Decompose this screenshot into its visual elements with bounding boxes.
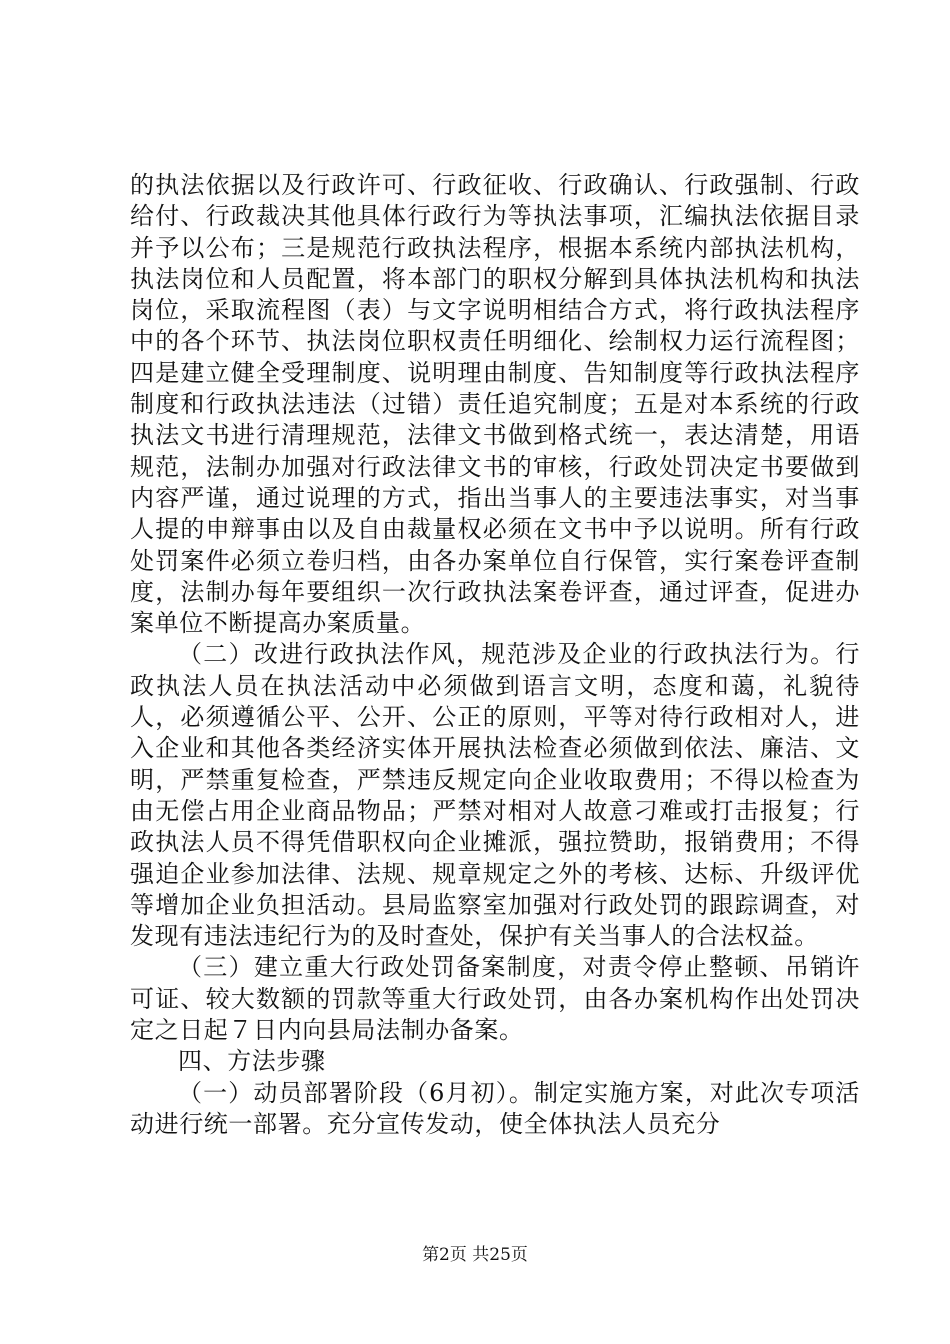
paragraph-continuation: 的执法依据以及行政许可、行政征收、行政确认、行政强制、行政给付、行政裁决其他具体行政行为等执法事项，汇编执法依据目录并予以公布；三是规范行政执法程序，根据本系统内部执法机构，执法岗位和人员配置，将本部门的职权分解到具体执法机构和执法岗位，采取流程图（表）与文字说明相结合方式，将行政执法程序中的各个环节、执法岗位职权责任明细化、绘制权力运行流程图；四是建立健全受理制度、说明理由制度、告知制度等行政执法程序制度和行政执法违法（过错）责任追究制度；五是对本系统的行政执法文书进行清理规范，法律文书做到格式统一，表达清楚，用语规范，法制办加强对行政法律文书的审核，行政处罚决定书要做到内容严谨，通过说理的方式，指出当事人的主要违法事实，对当事人提的申辩事由以及自由裁量权必须在文书中予以说明。所有行政处罚案件必须立卷归档，由各办案单位自行保管，实行案卷评查制度，法制办每年要组织一次行政执法案卷评查，通过评查，促进办案单位不断提高办案质量。 (130, 171, 860, 638)
paragraph-section-3: （三）建立重大行政处罚备案制度，对责令停止整顿、吊销许可证、较大数额的罚款等重大行政处罚，由各办案机构作出处罚决定之日起７日内向县局法制办备案。 (130, 953, 860, 1045)
page-number-footer: 第2页 共25页 (422, 1245, 528, 1265)
heading-method-steps: 四、方法步骤 (178, 1047, 326, 1076)
paragraph-step-1: （一）动员部署阶段（6月初）。制定实施方案，对此次专项活动进行统一部署。充分宣传发动，使全体执法人员充分 (130, 1078, 860, 1138)
paragraph-section-2: （二）改进行政执法作风，规范涉及企业的行政执法行为。行政执法人员在执法活动中必须做到语言文明，态度和蔼，礼貌待人，必须遵循公平、公开、公正的原则，平等对待行政相对人，进入企业和其他各类经济实体开展执法检查必须做到依法、廉洁、文明，严禁重复检查，严禁违反规定向企业收取费用；不得以检查为由无偿占用企业商品物品；严禁对相对人故意刁难或打击报复；行政执法人员不得凭借职权向企业摊派，强拉赞助，报销费用；不得强迫企业参加法律、法规、规章规定之外的考核、达标、升级评优等增加企业负担活动。县局监察室加强对行政处罚的跟踪调查，对发现有违法违纪行为的及时查处，保护有关当事人的合法权益。 (130, 640, 860, 951)
document-body (130, 170, 860, 1140)
